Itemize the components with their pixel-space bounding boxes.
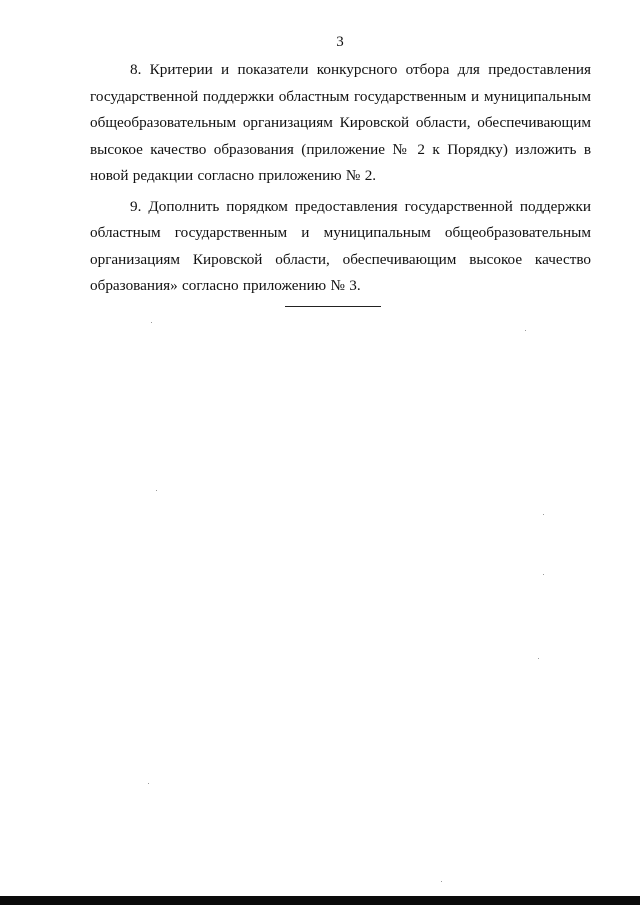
page-number: 3 (336, 34, 344, 50)
end-of-text-rule (285, 306, 381, 307)
paragraph-9: 9. Дополнить порядком предоставления государственной поддержки областным государственным и муниципальным общеобразовательным организациям Кировской области, обеспечивающим высокое качество образования» согласно приложению № 3. (90, 197, 591, 294)
scan-speck (538, 658, 539, 659)
document-body (90, 57, 591, 304)
scan-speck (441, 881, 442, 882)
paragraph-8: 8. Критерии и показатели конкурсного отбора для предоставления государственной поддержки областным государственным и муниципальным общеобразовательным организациям Кировской области, обеспечивающим высокое качество образования (приложение № 2 к Порядку) изложить в новой редакции согласно приложению № 2. (90, 61, 591, 184)
scan-speck (543, 574, 544, 575)
scan-speck (525, 330, 526, 331)
scan-speck (543, 514, 544, 515)
scan-speck (151, 322, 152, 323)
scan-speck (148, 783, 149, 784)
scan-speck (156, 490, 157, 491)
scan-bottom-edge (0, 896, 640, 905)
